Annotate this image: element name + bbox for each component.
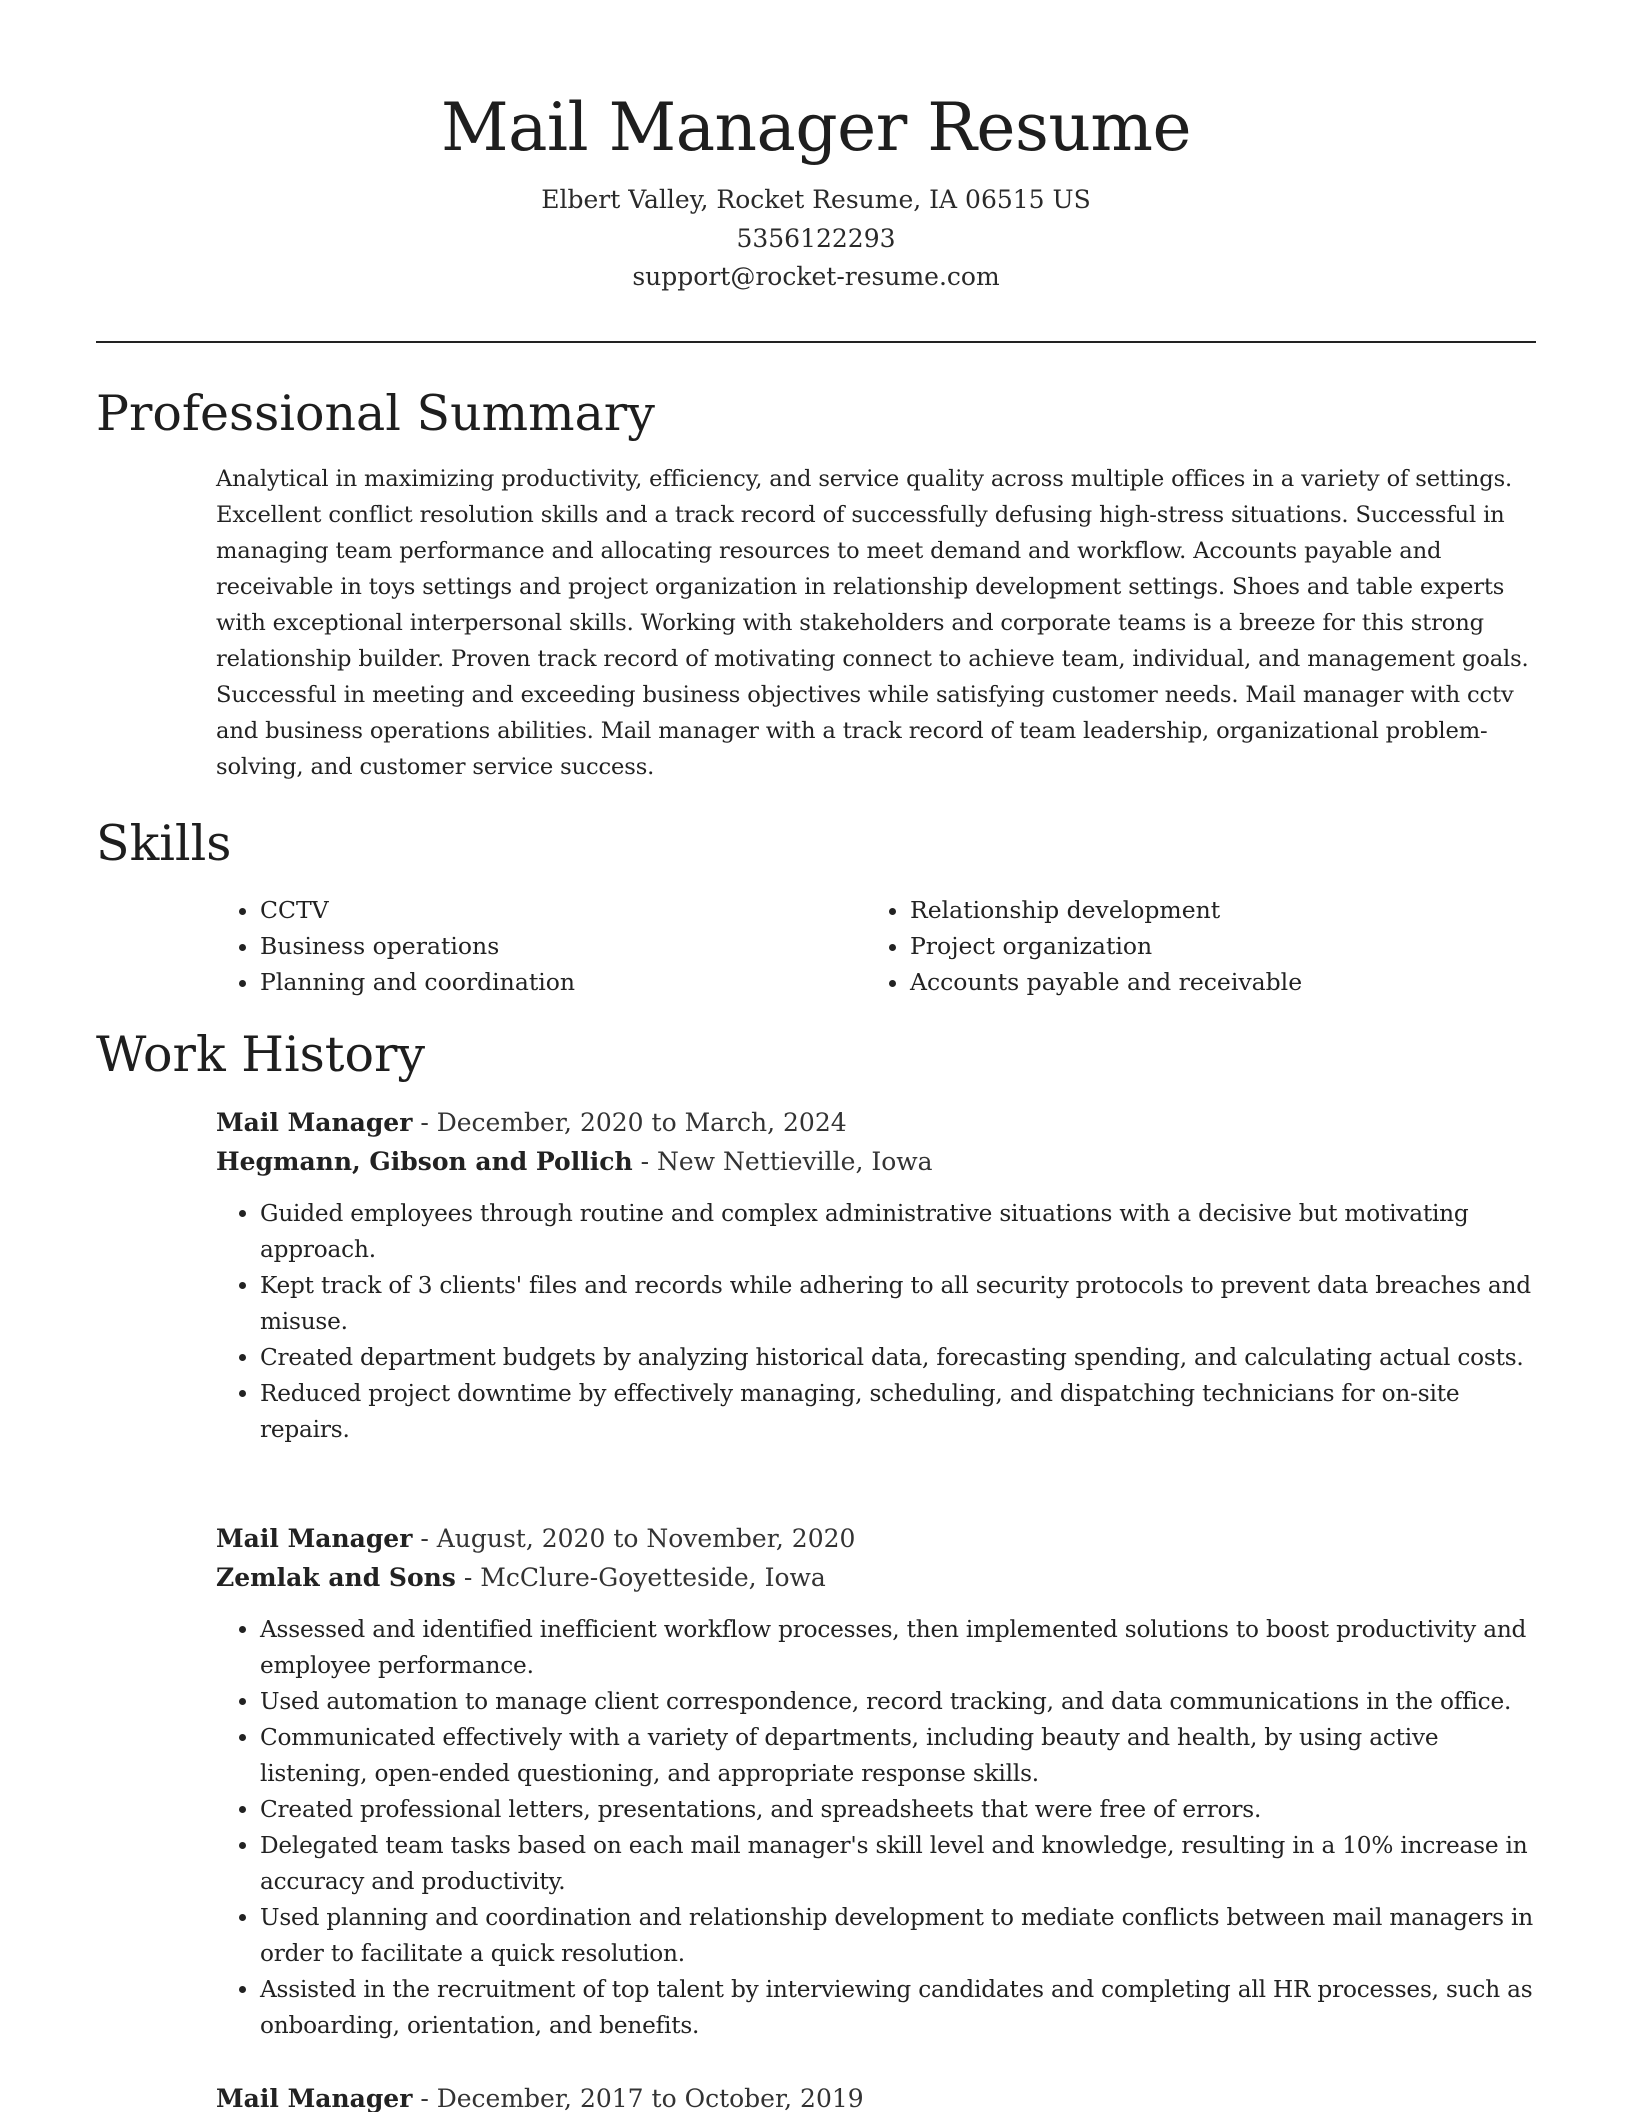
job-location: - New Nettieville, Iowa (632, 1146, 933, 1176)
skill-item: • Business operations (260, 928, 575, 964)
section-title-skills: Skills (96, 815, 232, 872)
job-entry (216, 2080, 1541, 2112)
job-title-line (216, 1520, 1541, 1559)
contact-address: Elbert Valley, Rocket Resume, IA 06515 US (541, 185, 1091, 214)
job-bullet-list (216, 1612, 1541, 2044)
job-bullet-list (216, 1196, 1541, 1448)
skill-item: • CCTV (260, 892, 575, 928)
job-location: - McClure-Goyetteside, Iowa (455, 1562, 826, 1592)
job-company: Hegmann, Gibson and Pollich (216, 1146, 633, 1176)
contact-phone: 5356122293 (736, 223, 896, 253)
job-bullet: • Used planning and coordination and relationship development to mediate conflicts between mail managers in order to facilitate a quick resolution. (260, 1900, 1541, 1972)
skill-item: • Project organization (910, 928, 1302, 964)
job-entry (216, 1104, 1541, 1448)
job-title: Mail Manager (216, 2084, 413, 2112)
job-title: Mail Manager (216, 1524, 413, 1553)
job-bullet: • Created department budgets by analyzing historical data, forecasting spending, and calculating actual costs. (260, 1340, 1541, 1376)
job-bullet: • Reduced project downtime by effectively managing, scheduling, and dispatching technicians for on-site repairs. (260, 1376, 1541, 1448)
job-bullet: • Guided employees through routine and complex administrative situations with a decisive but motivating approach. (260, 1196, 1541, 1268)
resume-title: Mail Manager Resume (440, 89, 1191, 166)
skill-item: • Relationship development (910, 892, 1302, 928)
job-company-line (216, 1143, 1541, 1182)
job-dates: - August, 2020 to November, 2020 (412, 1524, 856, 1553)
job-bullet: • Used automation to manage client correspondence, record tracking, and data communications in the office. (260, 1684, 1541, 1720)
contact-email: support@rocket-resume.com (632, 262, 1000, 291)
job-title: Mail Manager (216, 1108, 413, 1137)
job-company-line (216, 1559, 1541, 1598)
job-bullet: • Created professional letters, presentations, and spreadsheets that were free of errors. (260, 1792, 1541, 1828)
resume-header (0, 0, 1632, 297)
job-dates: - December, 2017 to October, 2019 (412, 2084, 864, 2112)
job-title-line (216, 1104, 1541, 1143)
skills-list-left (216, 892, 575, 1000)
job-bullet: • Kept track of 3 clients' files and records while adhering to all security protocols to prevent data breaches and misuse. (260, 1268, 1541, 1340)
job-bullet: • Assessed and identified inefficient workflow processes, then implemented solutions to boost productivity and employee performance. (260, 1612, 1541, 1684)
contact-info (0, 181, 1632, 297)
job-dates: - December, 2020 to March, 2024 (412, 1108, 847, 1137)
summary-text: Analytical in maximizing productivity, efficiency, and service quality across multiple offices in a variety of settings. Excellent conflict resolution skills and a track record of successfully defusing high-stress situations. Successful in managing team performance and allocating resources to meet demand and workflow. Accounts payable and receivable in toys settings and project organization in relationship development settings. Shoes and table experts with exceptional interpersonal skills. Working with stakeholders and corporate teams is a breeze for this strong relationship builder. Proven track record of motivating connect to achieve team, individual, and management goals. Successful in meeting and exceeding business objectives while satisfying customer needs. Mail manager with cctv and business operations abilities. Mail manager with a track record of team leadership, organizational problem-solving, and customer service success. (216, 466, 1529, 780)
skills-list-right (866, 892, 1302, 1000)
job-company: Zemlak and Sons (216, 1562, 456, 1592)
job-bullet: • Assisted in the recruitment of top talent by interviewing candidates and completing all HR processes, such as onboarding, orientation, and benefits. (260, 1972, 1541, 2044)
job-entry (216, 1520, 1541, 2044)
job-title-line (216, 2080, 1541, 2112)
skill-item: • Planning and coordination (260, 964, 575, 1000)
header-divider (96, 341, 1536, 343)
section-title-summary: Professional Summary (96, 385, 655, 442)
job-bullet: • Delegated team tasks based on each mail manager's skill level and knowledge, resulting in a 10% increase in accuracy and productivity. (260, 1828, 1541, 1900)
skill-item: • Accounts payable and receivable (910, 964, 1302, 1000)
section-title-work-history: Work History (96, 1026, 426, 1083)
job-bullet: • Communicated effectively with a variety of departments, including beauty and health, by using active listening, open-ended questioning, and appropriate response skills. (260, 1720, 1541, 1792)
